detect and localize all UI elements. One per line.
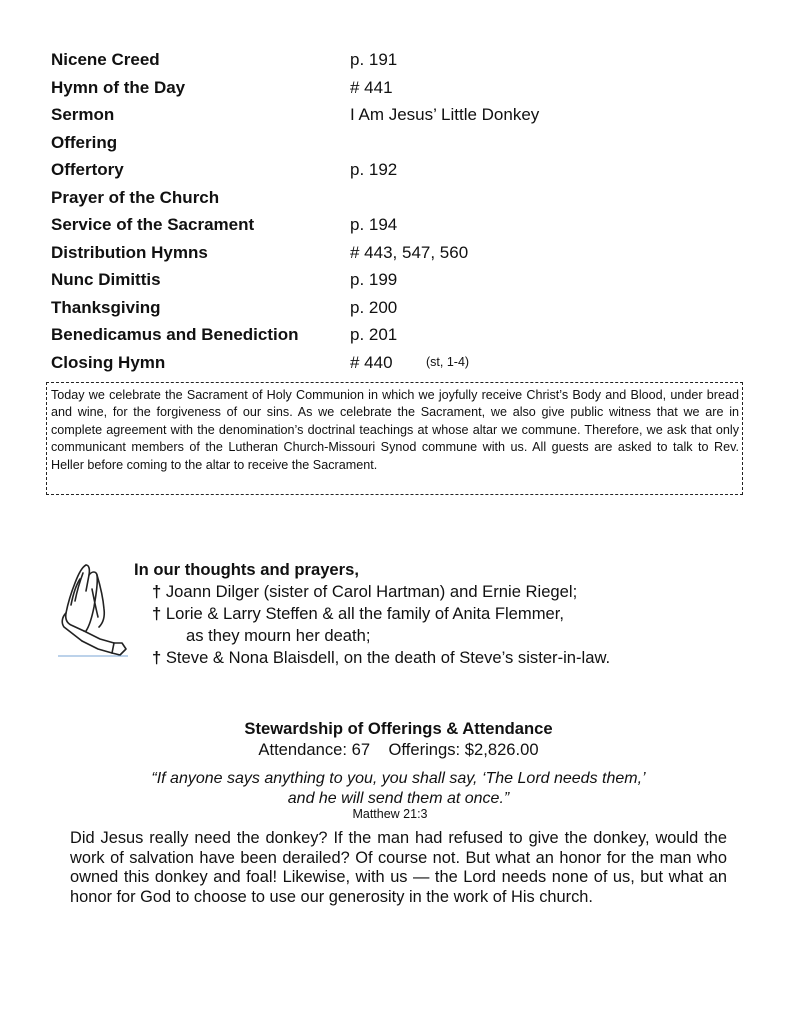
order-item-reference: p. 200 [350,297,398,317]
attendance-value: 67 [351,740,371,759]
prayer-item [134,581,754,603]
offerings-label: Offerings: [388,740,461,759]
prayer-continuation: as they mourn her death; [186,626,371,645]
quote-line: and he will send them at once.” [287,790,510,807]
order-row [51,266,751,294]
order-item-label: Prayer of the Church [51,187,220,207]
order-row [51,211,751,239]
order-item-label: Sermon [51,105,115,124]
order-item-label: Distribution Hymns [51,242,208,262]
order-row [51,294,751,322]
order-item-label: Nunc Dimittis [51,270,161,289]
scripture-quote [40,769,757,809]
order-item-reference: p. 199 [350,270,398,289]
cross-icon: † [152,582,162,601]
prayer-text: Steve & Nona Blaisdell, on the death of Steve’s sister-in-law. [165,648,611,667]
order-item-label: Service of the Sacrament [51,215,255,234]
order-row [51,156,751,184]
order-item-label: Benedicamus and Benediction [51,325,299,344]
cross-icon: † [152,648,162,667]
attendance-label: Attendance: [258,740,347,759]
order-item-reference: p. 201 [350,325,398,344]
prayer-text: Lorie & Larry Steffen & all the family of Anita Flemmer, [165,604,564,623]
order-row [51,46,751,74]
order-row [51,349,751,377]
order-item-label: Nicene Creed [51,50,160,69]
offerings-value: $2,826.00 [464,740,539,759]
prayer-item [134,647,754,669]
order-row [51,74,751,102]
praying-hands-icon [56,561,130,657]
prayer-text: Joann Dilger (sister of Carol Hartman) and Ernie Riegel; [165,582,578,601]
prayers-section [134,559,754,669]
stewardship-title: Stewardship of Offerings & Attendance [244,719,553,738]
order-item-label: Offering [51,132,118,152]
order-item-label: Hymn of the Day [51,77,186,97]
cross-icon: † [152,604,162,623]
order-of-service [51,46,751,376]
order-item-reference: p. 192 [350,160,398,179]
order-row [51,184,751,212]
order-row [51,101,751,129]
stewardship-stats [40,740,757,760]
communion-notice: Today we celebrate the Sacrament of Holy Communion in which we joyfully receive Christ’s Body and Blood, under bread and wine, for the forgiveness of our sins. As we celebrate the Sacrament, we also give public witness that we are in complete agreement with the denomination’s doctrinal teachings at whose altar we commune. Therefore, we ask that only communicant members of the Lutheran Church-Missouri Synod commune with us. All guests are asked to talk to Rev. Heller before coming to the altar to receive the Sacrament. [46,382,743,495]
quote-line: “If anyone says anything to you, you shall say, ‘The Lord needs them,’ [151,770,646,787]
stewardship-section [40,718,757,809]
order-item-label: Closing Hymn [51,352,166,372]
order-item-reference: p. 191 [350,50,398,69]
order-item-note: (st, 1-4) [426,354,470,369]
stewardship-reflection: Did Jesus really need the donkey? If the man had refused to give the donkey, would the work of salvation have been derailed? Of course not. But what an honor for the man who owned this donkey and foal! Likewise, with us — the Lord needs none of us, but what an honor for God to choose to use our generosity in the work of His church. [70,829,727,906]
scripture-reference: Matthew 21:3 [352,807,428,821]
prayers-title: In our thoughts and prayers, [134,560,359,579]
order-item-reference: I Am Jesus’ Little Donkey [350,105,540,124]
order-item-reference: # 440 [350,352,393,372]
order-item-reference: # 443, 547, 560 [350,242,469,262]
order-row [51,239,751,267]
order-row [51,129,751,157]
order-item-label: Thanksgiving [51,297,161,317]
prayer-item [134,603,754,625]
order-item-label: Offertory [51,160,124,179]
order-row [51,321,751,349]
order-item-reference: # 441 [350,77,393,97]
order-item-reference: p. 194 [350,215,398,234]
